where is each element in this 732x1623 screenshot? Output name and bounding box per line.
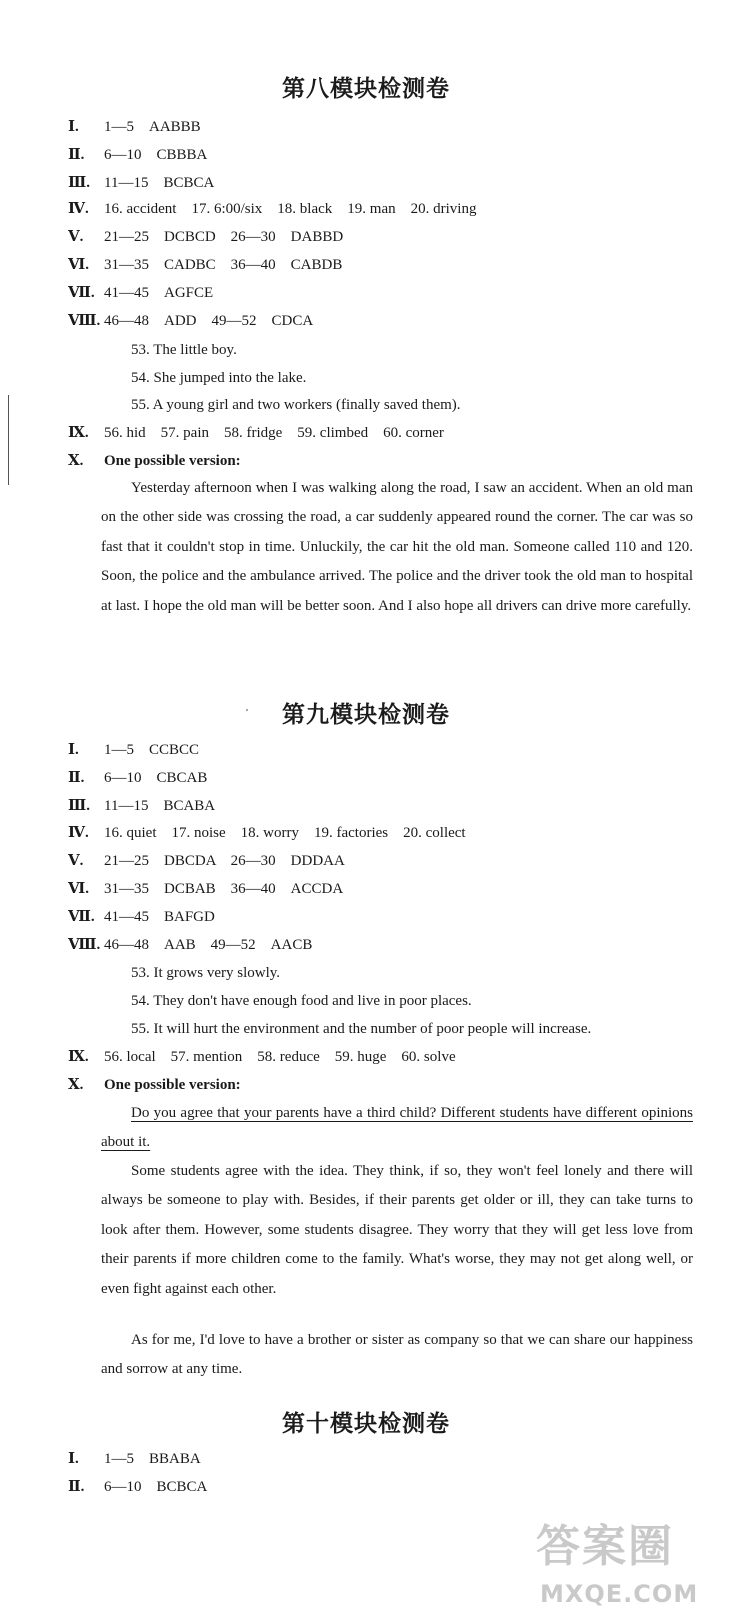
watermark-text: 答案圈 <box>536 1521 674 1572</box>
watermark-logo <box>530 1510 725 1620</box>
answer-line: Ⅵ. 31—35 CADBC 36—40 CABDB <box>68 257 343 273</box>
sub-answer: 53. It grows very slowly. <box>131 965 281 981</box>
answer-line: Ⅴ. 21—25 DCBCD 26—30 DABBD <box>68 229 344 245</box>
sub-answer: 55. A young girl and two workers (finally saved them). <box>131 397 461 413</box>
answer-line: Ⅱ. 6—10 BCBCA <box>68 1479 208 1495</box>
sub-answer: 54. They don't have enough food and live in poor places. <box>131 993 472 1009</box>
answer-line: Ⅶ. 41—45 BAFGD <box>68 909 215 925</box>
essay-paragraph: Do you agree that your parents have a third child? Different students have different opinions about it. <box>101 1105 693 1151</box>
answer-line: Ⅸ. 56. hid 57. pain 58. fridge 59. climbed 60. corner <box>68 425 444 441</box>
answer-line: Ⅱ. 6—10 CBBBA <box>68 147 208 163</box>
answer-line: Ⅳ. 16. quiet 17. noise 18. worry 19. factories 20. collect <box>68 825 466 841</box>
essay-paragraph: Some students agree with the idea. They think, if so, they won't feel lonely and there will always be someone to play with. Besides, if their parents get older or ill, they can take turns to look after them. However, some students disagree. They worry that they will get less love from their parents if more children come to the family. What's worse, they may not get along well, or even fight against each other. <box>101 1163 693 1297</box>
answer-line: Ⅰ. 1—5 BBABA <box>68 1451 201 1467</box>
answer-line: Ⅵ. 31—35 DCBAB 36—40 ACCDA <box>68 881 344 897</box>
sub-answer: 55. It will hurt the environment and the number of poor people will increase. <box>131 1021 592 1037</box>
answer-line: Ⅸ. 56. local 57. mention 58. reduce 59. huge 60. solve <box>68 1049 456 1065</box>
section-title: 第八模块检测卷 <box>282 76 450 102</box>
section-title: 第十模块检测卷 <box>282 1411 450 1437</box>
answer-line: Ⅰ. 1—5 CCBCC <box>68 742 200 758</box>
answer-line: Ⅱ. 6—10 CBCAB <box>68 770 208 786</box>
essay-paragraph: As for me, I'd love to have a brother or sister as company so that we can share our happiness and sorrow at any time. <box>101 1332 693 1378</box>
watermark-url: MXQE.COM <box>540 1580 699 1608</box>
sub-answer: 54. She jumped into the lake. <box>131 370 307 386</box>
answer-line: Ⅷ. 46—48 ADD 49—52 CDCA <box>68 313 314 329</box>
answer-line: Ⅲ. 11—15 BCABA <box>68 798 216 814</box>
sub-answer: 53. The little boy. <box>131 342 237 358</box>
writing-heading: Ⅹ. One possible version: <box>68 453 241 469</box>
answer-line: Ⅰ. 1—5 AABBB <box>68 119 201 135</box>
writing-heading: Ⅹ. One possible version: <box>68 1077 241 1093</box>
answer-line: Ⅲ. 11—15 BCBCA <box>68 175 215 191</box>
section-title: 第九模块检测卷 <box>282 702 450 728</box>
answer-line: Ⅳ. 16. accident 17. 6:00/six 18. black 19. man 20. driving <box>68 201 477 217</box>
essay-paragraph: Yesterday afternoon when I was walking along the road, I saw an accident. When an old man on the other side was crossing the road, a car suddenly appeared round the corner. The car was so fast that it couldn't stop in time. Unluckily, the car hit the old man. Someone called 110 and 120. Soon, the police and the ambulance arrived. The police and the driver took the old man to hospital at last. I hope the old man will be better soon. And I also hope all drivers can drive more carefully. <box>101 480 693 614</box>
answer-line: Ⅶ. 41—45 AGFCE <box>68 285 214 301</box>
answer-line: Ⅴ. 21—25 DBCDA 26—30 DDDAA <box>68 853 345 869</box>
margin-line <box>8 395 9 485</box>
answer-line: Ⅷ. 46—48 AAB 49—52 AACB <box>68 937 313 953</box>
